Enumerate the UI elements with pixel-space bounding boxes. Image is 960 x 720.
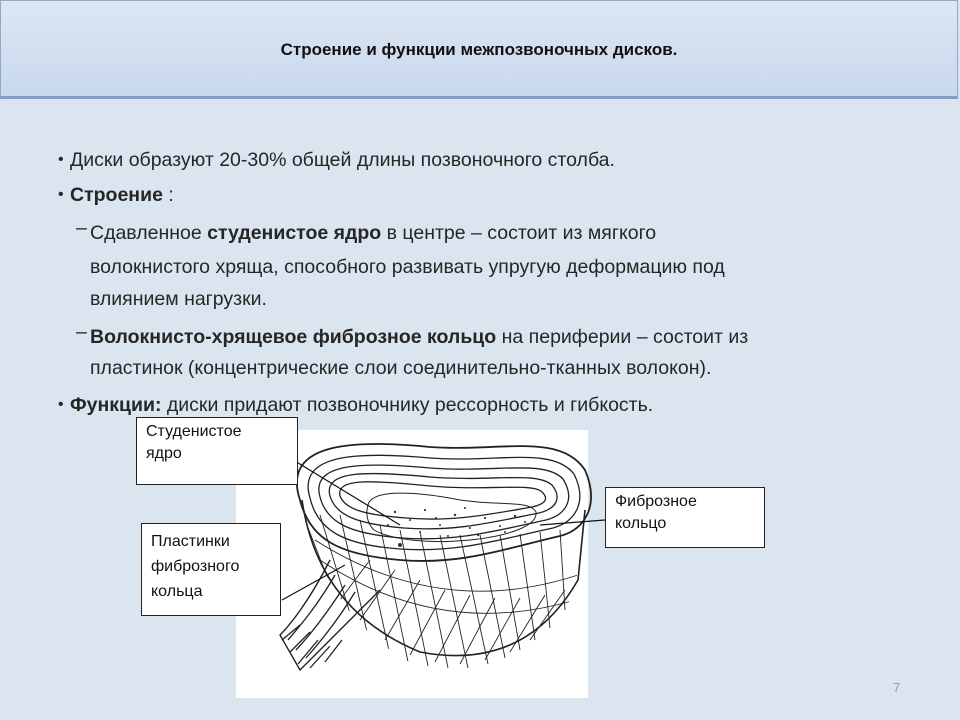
page-number: 7 bbox=[893, 680, 901, 695]
dash: – bbox=[76, 321, 87, 343]
label-plates bbox=[141, 523, 281, 616]
label-nucleus-line1: Студенистое bbox=[146, 423, 242, 440]
label-nucleus-line2: ядро bbox=[146, 445, 182, 462]
label-plates-line3: кольца bbox=[151, 583, 203, 600]
label-annulus-line1: Фиброзное bbox=[615, 493, 697, 510]
label-annulus-line2: кольцо bbox=[615, 515, 667, 532]
functions-text: диски придают позвоночнику рессорность и гибкость. bbox=[161, 394, 654, 416]
sub-nucleus-prefix: Сдавленное bbox=[90, 222, 208, 244]
structure-heading: Строение bbox=[70, 184, 163, 206]
label-plates-line2: фиброзного bbox=[151, 558, 240, 575]
structure-colon: : bbox=[162, 184, 174, 206]
label-annulus bbox=[605, 487, 765, 548]
sub-annulus-rest: на периферии – состоит из bbox=[496, 326, 749, 348]
slide-title: Строение и функции межпозвоночных дисков. bbox=[280, 39, 678, 59]
sub-nucleus-line2: волокнистого хряща, способного развивать упругую деформацию под bbox=[90, 256, 725, 278]
label-nucleus bbox=[136, 417, 298, 485]
label-plates-line1: Пластинки bbox=[151, 533, 230, 550]
bullet-dot: • bbox=[58, 396, 64, 413]
sub-nucleus-line3: влиянием нагрузки. bbox=[90, 288, 267, 310]
sub-annulus-term: Волокнисто-хрящевое фиброзное кольцо bbox=[90, 326, 497, 348]
bullet-disc-length: Диски образуют 20-30% общей длины позвоночного столба. bbox=[70, 149, 615, 171]
functions-heading: Функции: bbox=[70, 394, 162, 416]
sub-nucleus-rest: в центре – состоит из мягкого bbox=[381, 222, 657, 244]
bullet-dot: • bbox=[58, 186, 64, 203]
dash: – bbox=[76, 217, 87, 239]
bullet-dot: • bbox=[58, 151, 64, 168]
sub-annulus-line2: пластинок (концентрические слои соединительно-тканных волокон). bbox=[90, 357, 712, 379]
sub-nucleus-term: студенистое ядро bbox=[207, 222, 382, 244]
